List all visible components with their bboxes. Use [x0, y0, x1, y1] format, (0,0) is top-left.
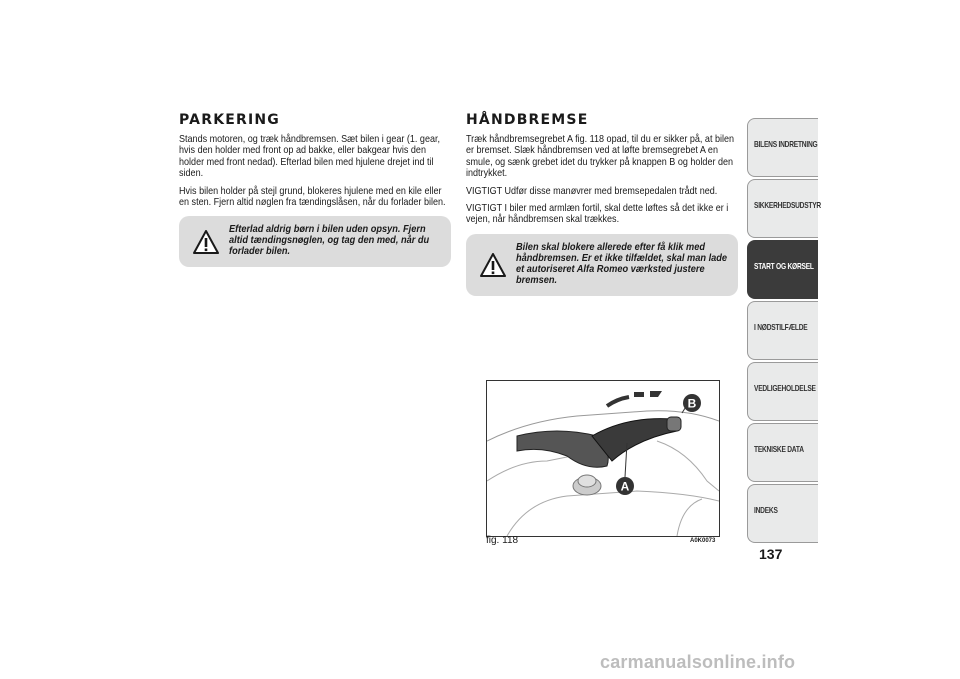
warning-box — [179, 216, 451, 267]
tab-start-og-koersel[interactable] — [747, 240, 818, 299]
tab-label: BILENS INDRETNING — [754, 139, 818, 149]
warning-text: Bilen skal blokere allerede efter få klik med håndbremsen. Er et ikke tilfældet, skal man lade et autoriseret Alfa Romeo værksted justere bremsen. — [516, 240, 728, 286]
section-heading-parkering: PARKERING — [179, 112, 281, 128]
warning-text: Efterlad aldrig børn i bilen uden opsyn. Fjern altid tændingsnøglen, og tag den med, når du forlader bilen. — [229, 223, 430, 258]
figure-caption: fig. 118 — [486, 535, 519, 546]
tab-vedligeholdelse[interactable] — [747, 362, 818, 421]
tab-i-noedstilfaelde[interactable] — [747, 301, 818, 360]
left-column — [179, 112, 451, 267]
handbrake-figure — [486, 380, 720, 537]
warning-triangle-icon — [193, 230, 219, 254]
warning-triangle-icon — [480, 253, 506, 277]
section-heading-haandbremse: HÅNDBREMSE — [466, 112, 589, 128]
paragraph: Hvis bilen holder på stejl grund, blokeres hjulene med en kile eller en sten. Fjern altid nøglen fra tændingslåsen, når du forlader bilen. — [179, 184, 446, 209]
tab-label: SIKKERHEDSUDSTYR — [754, 200, 821, 210]
tab-label: INDEKS — [754, 505, 778, 515]
tab-label: TEKNISKE DATA — [754, 444, 804, 454]
tab-indeks[interactable] — [747, 484, 818, 543]
label-b: B — [687, 396, 697, 411]
tab-bilens-indretning[interactable] — [747, 118, 818, 177]
paragraph: Træk håndbremsegrebet A fig. 118 opad, til du er sikker på, at bilen er bremset. Slæk håndbremsen ved at løfte bremsegrebet A en smule, og sænk grebet idet du trykker på knappen B og holder den indtrykket. — [466, 133, 735, 180]
tab-label: START OG KØRSEL — [754, 261, 814, 271]
watermark: carmanualsonline.info — [600, 652, 796, 672]
chapter-tabs — [747, 118, 821, 545]
paragraph: VIGTIGT Udfør disse manøvrer med bremsepedalen trådt ned. — [466, 184, 718, 197]
handbrake-illustration — [487, 381, 719, 536]
label-a: A — [620, 479, 630, 494]
paragraph: VIGTIGT I biler med armlæn fortil, skal dette løftes så det ikke er i vejen, når håndbremsen skal trækkes. — [466, 202, 729, 226]
right-column — [466, 112, 738, 296]
figure-code: A0K0073 — [690, 538, 716, 544]
warning-box — [466, 234, 738, 296]
tab-label: VEDLIGEHOLDELSE — [754, 383, 816, 393]
page-number: 137 — [759, 546, 783, 562]
tab-sikkerhedsudstyr[interactable] — [747, 179, 821, 238]
paragraph: Stands motoren, og træk håndbremsen. Sæt bilen i gear (1. gear, hvis den holder med front op ad bakke, eller bakgear hvis den holder med front nedad). Efterlad bilen med hjulene drejet ind til siden. — [179, 133, 441, 180]
tab-label: I NØDSTILFÆLDE — [754, 322, 808, 332]
tab-tekniske-data[interactable] — [747, 423, 818, 482]
